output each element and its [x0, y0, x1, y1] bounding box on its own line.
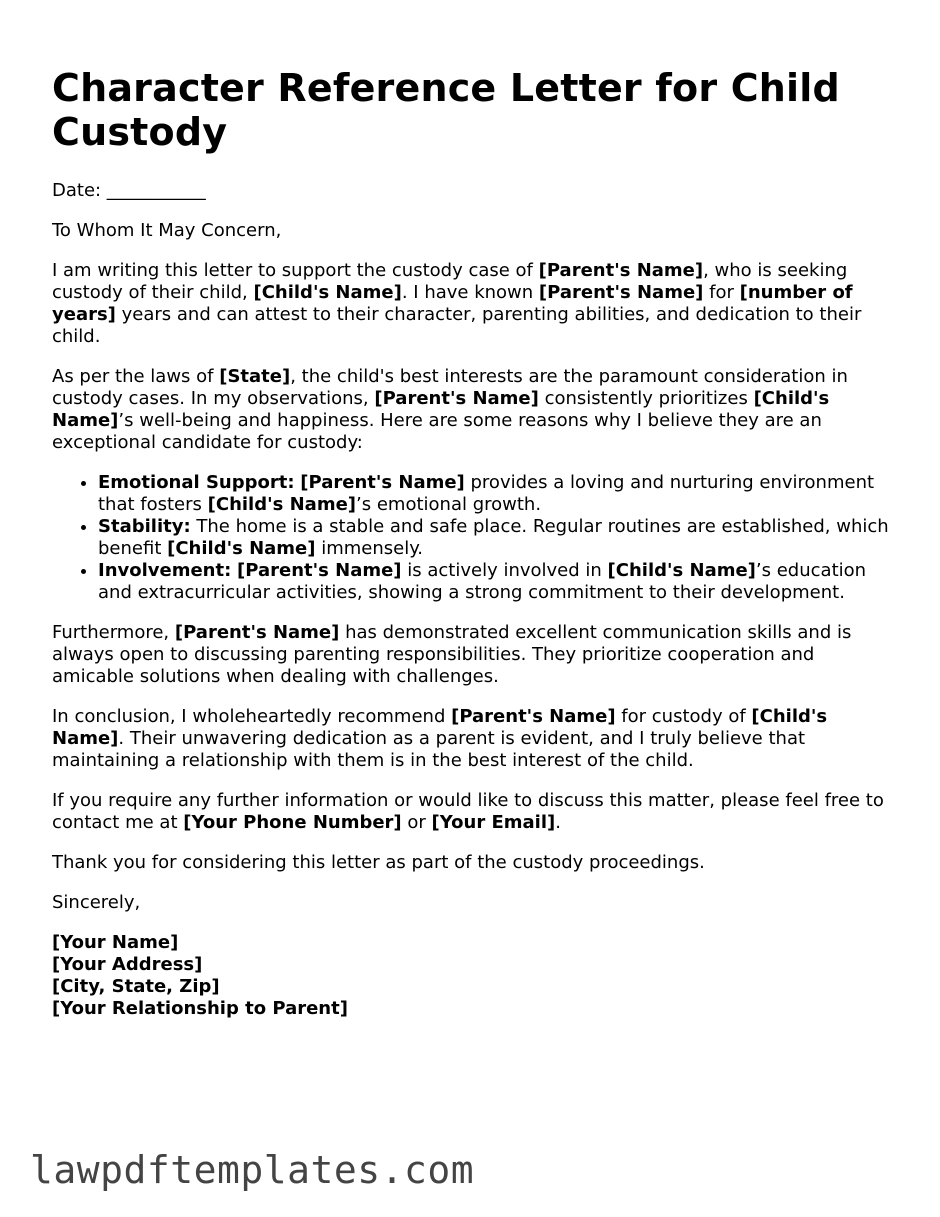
- parent-name-placeholder: [Parent's Name]: [538, 260, 704, 281]
- phone-placeholder: [Your Phone Number]: [183, 812, 402, 833]
- signature-name: [Your Name]: [52, 932, 179, 953]
- years-placeholder: [number of years]: [52, 282, 853, 325]
- parent-name-placeholder: [Parent's Name]: [174, 622, 340, 643]
- intro-paragraph: I am writing this letter to support the custody case of [Parent's Name], who is seeking custody of their child, [Child's Name]. I have known [Parent's Name] for [number of years] years and can attest to their character, parenting abilities, and dedication to their child.: [52, 260, 862, 347]
- reasons-list: [52, 472, 892, 604]
- parent-name-placeholder: [Parent's Name]: [300, 472, 465, 493]
- thanks-paragraph: Thank you for considering this letter as part of the custody proceedings.: [52, 852, 705, 873]
- conclusion-paragraph: In conclusion, I wholeheartedly recommend [Parent's Name] for custody of [Child's Name]. Their unwavering dedication as a parent is evident, and I truly believe that maintaining a relationship with them is in the best interest of the child.: [52, 706, 828, 771]
- parent-name-placeholder: [Parent's Name]: [538, 282, 704, 303]
- salutation: To Whom It May Concern,: [52, 220, 282, 241]
- communication-paragraph: Furthermore, [Parent's Name] has demonstrated excellent communication skills and is always open to discussing parenting responsibilities. They prioritize cooperation and amicable solutions when dealing with challenges.: [52, 622, 852, 687]
- child-name-placeholder: [Child's Name]: [52, 706, 828, 749]
- state-placeholder: [State]: [219, 366, 291, 387]
- parent-name-placeholder: [Parent's Name]: [374, 388, 539, 409]
- child-name-placeholder: [Child's Name]: [167, 538, 316, 559]
- child-name-placeholder: [Child's Name]: [253, 282, 402, 303]
- parent-name-placeholder: [Parent's Name]: [451, 706, 616, 727]
- list-item-stability: • Stability: The home is a stable and safe place. Regular routines are established, which benefit [Child's Name] immensely.: [98, 516, 892, 560]
- child-name-placeholder: [Child's Name]: [52, 388, 830, 431]
- contact-paragraph: If you require any further information or would like to discuss this matter, please feel free to contact me at [Your Phone Number] or [Your Email].: [52, 790, 884, 833]
- signature-relationship: [Your Relationship to Parent]: [52, 998, 348, 1019]
- date-line: Date: ___________: [52, 180, 206, 201]
- state-paragraph: As per the laws of [State], the child's best interests are the paramount consideration in custody cases. In my observations, [Parent's Name] consistently prioritizes [Child's Name]’s well-being and happiness. Here are some reasons why I believe they are an exceptional candidate for custody:: [52, 366, 848, 453]
- signature-city: [City, State, Zip]: [52, 976, 220, 997]
- child-name-placeholder: [Child's Name]: [607, 560, 756, 581]
- signature-block: [52, 932, 892, 1020]
- email-placeholder: [Your Email]: [431, 812, 556, 833]
- child-name-placeholder: [Child's Name]: [207, 494, 357, 515]
- letter-document: [52, 66, 892, 1020]
- list-item-involvement: • Involvement: [Parent's Name] is actively involved in [Child's Name]’s education and extracurricular activities, showing a strong commitment to their development.: [98, 560, 892, 604]
- closing: Sincerely,: [52, 892, 141, 913]
- signature-address: [Your Address]: [52, 954, 203, 975]
- list-item-emotional-support: • Emotional Support: [Parent's Name] provides a loving and nurturing environment that fosters [Child's Name]’s emotional growth.: [98, 472, 892, 516]
- letter-title: Character Reference Letter for Child Custody: [52, 66, 840, 154]
- site-watermark: lawpdftemplates.com: [30, 1148, 475, 1192]
- parent-name-placeholder: [Parent's Name]: [237, 560, 402, 581]
